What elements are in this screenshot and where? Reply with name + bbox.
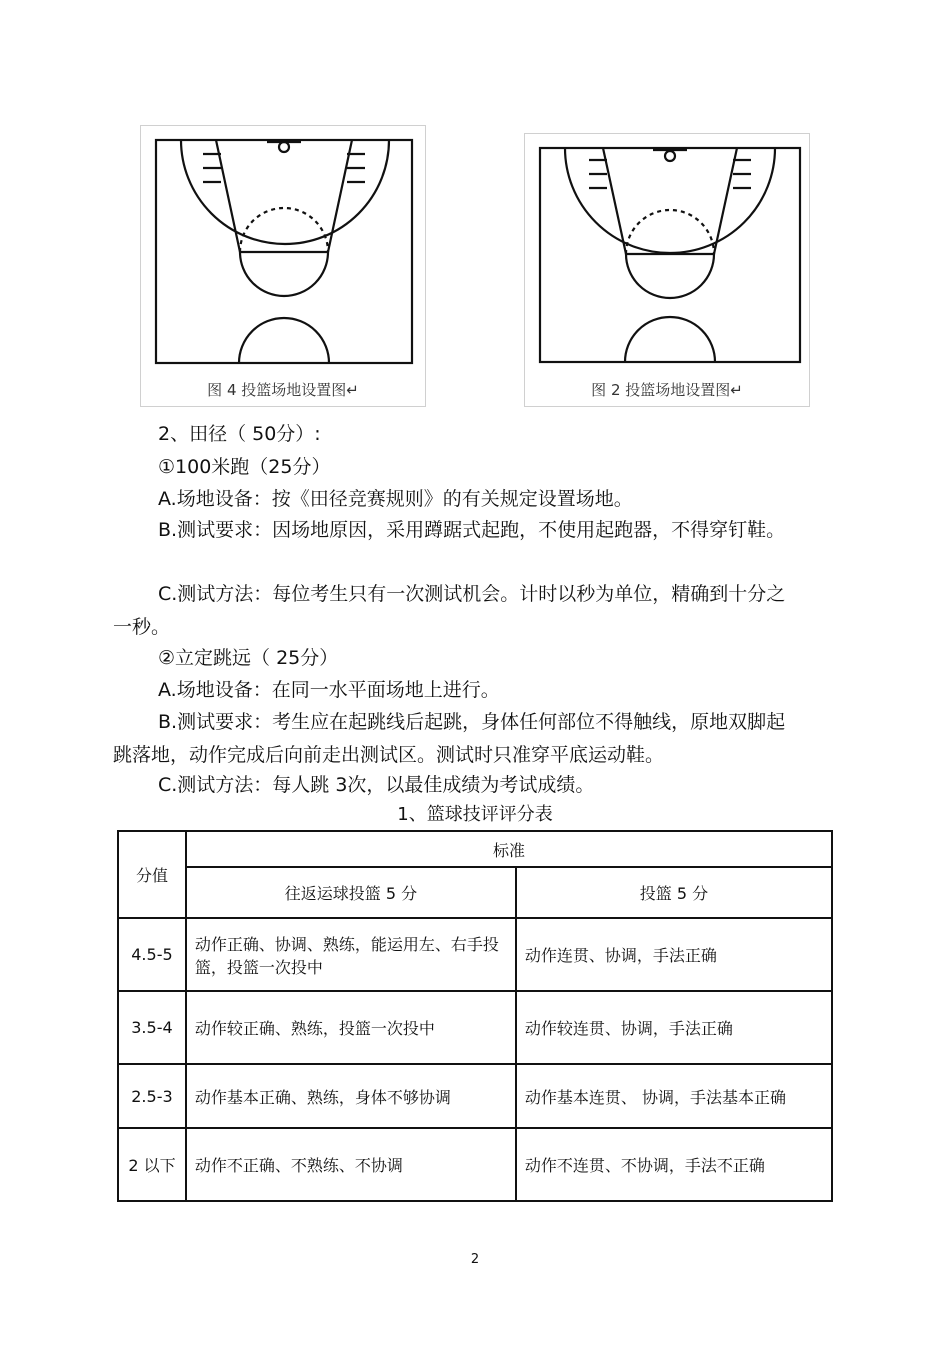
table-row [118, 918, 832, 991]
jump-method: C.测试方法：每人跳 3次，以最佳成绩为考试成绩。 [158, 774, 595, 796]
table-row [118, 1064, 832, 1128]
score-cell: 3.5-4 [118, 991, 186, 1064]
page-number: 2 [470, 1252, 480, 1267]
basketball-court-diagram [525, 134, 811, 408]
shooting-cell: 动作连贯、协调，手法正确 [516, 918, 832, 991]
table-row [118, 991, 832, 1064]
court-diagram-figure-2 [524, 133, 810, 407]
score-cell: 2.5-3 [118, 1064, 186, 1128]
athletics-heading: 2、田径（ 50分）: [158, 423, 321, 445]
header-dribble-shot: 往返运球投篮 5 分 [186, 867, 516, 918]
sprint-equipment: A.场地设备：按《田径竞赛规则》的有关规定设置场地。 [158, 488, 633, 510]
dribble-shot-cell: 动作基本正确、熟练，身体不够协调 [186, 1064, 516, 1128]
header-score: 分值 [118, 831, 186, 918]
score-cell: 4.5-5 [118, 918, 186, 991]
sprint-requirements: B.测试要求：因场地原因，采用蹲踞式起跑，不使用起跑器，不得穿钉鞋。 [158, 519, 786, 541]
jump-requirements: B.测试要求：考生应在起跳线后起跳，身体任何部位不得触线，原地双脚起跳落地，动作完成后向前走出测试区。测试时只准穿平底运动鞋。 [113, 711, 786, 766]
shooting-cell: 动作较连贯、协调，手法正确 [516, 991, 832, 1064]
jump-heading: ②立定跳远（ 25分） [158, 647, 339, 669]
figure-caption: 图 4 投篮场地设置图↵ [207, 381, 359, 399]
shooting-cell: 动作基本连贯、 协调，手法基本正确 [516, 1064, 832, 1128]
table-title: 1、篮球技评评分表 [397, 804, 553, 825]
score-cell: 2 以下 [118, 1128, 186, 1201]
court-diagram-figure-4 [140, 125, 426, 407]
shooting-cell: 动作不连贯、不协调，手法不正确 [516, 1128, 832, 1201]
header-standard: 标准 [186, 831, 832, 867]
dribble-shot-cell: 动作正确、协调、熟练，能运用左、右手投篮，投篮一次投中 [186, 918, 516, 991]
sprint-method: C.测试方法：每位考生只有一次测试机会。计时以秒为单位，精确到十分之一秒。 [113, 583, 786, 638]
dribble-shot-cell: 动作较正确、熟练，投篮一次投中 [186, 991, 516, 1064]
jump-equipment: A.场地设备：在同一水平面场地上进行。 [158, 679, 500, 701]
dribble-shot-cell: 动作不正确、不熟练、不协调 [186, 1128, 516, 1201]
table-row [118, 1128, 832, 1201]
sprint-heading: ①100米跑（25分） [158, 456, 331, 478]
basketball-score-table [117, 830, 833, 1202]
header-shooting: 投篮 5 分 [516, 867, 832, 918]
basketball-court-diagram [141, 126, 427, 408]
figure-caption: 图 2 投篮场地设置图↵ [591, 381, 743, 399]
